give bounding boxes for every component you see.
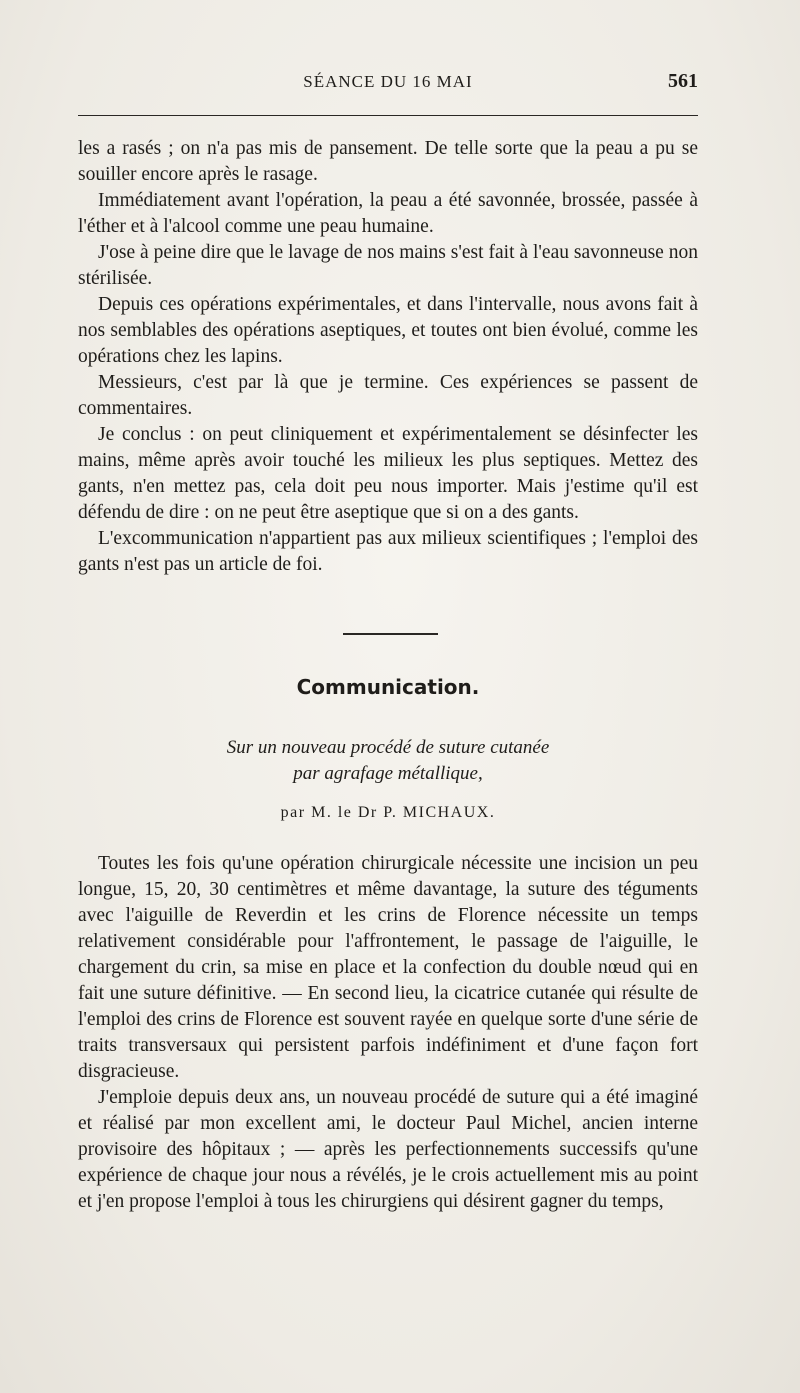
paragraph: Immédiatement avant l'opération, la peau a été savonnée, brossée, passée à l'éther et à l'alcool comme une peau humaine. [78, 190, 698, 237]
page-number: 561 [668, 70, 698, 92]
paragraph: les a rasés ; on n'a pas mis de pansement. De telle sorte que la peau a pu se souiller encore après le rasage. [78, 138, 698, 185]
text-block-communication [78, 851, 698, 1215]
section-title: Communication. [296, 675, 480, 699]
paragraph: J'emploie depuis deux ans, un nouveau procédé de suture qui a été imaginé et réalisé par mon excellent ami, le docteur Paul Michel, ancien interne provisoire des hôpitaux ; — après les perfectionnements successifs qu'une expérience de chaque jour nous a révélés, je le crois actuellement mis au point et j'en propose l'emploi à tous les chirurgiens qui désirent gagner du temps, [78, 1087, 698, 1212]
section-separator [343, 633, 438, 635]
paragraph: Je conclus : on peut cliniquement et expérimentalement se désinfecter les mains, même après avoir touché les milieux les plus septiques. Mettez des gants, n'en mettez pas, cela doit peu nous importer. Mais j'estime qu'il est défendu de dire : on ne peut être aseptique que si on a des gants. [78, 424, 698, 523]
header-rule [78, 115, 698, 116]
paragraph: L'excommunication n'appartient pas aux milieux scientifiques ; l'emploi des gants n'est pas un article de foi. [78, 528, 698, 575]
paragraph: Messieurs, c'est par là que je termine. Ces expériences se passent de commentaires. [78, 372, 698, 419]
paragraph: Depuis ces opérations expérimentales, et dans l'intervalle, nous avons fait à nos semblables des opérations aseptiques, et toutes ont bien évolué, comme les opérations chez les lapins. [78, 294, 698, 367]
paragraph: J'ose à peine dire que le lavage de nos mains s'est fait à l'eau savonneuse non stérilisée. [78, 242, 698, 289]
text-block-discussion [78, 136, 698, 578]
author-byline: par M. le Dr P. MICHAUX. [280, 804, 496, 821]
paragraph: Toutes les fois qu'une opération chirurgicale nécessite une incision un peu longue, 15, 20, 30 centimètres et même davantage, la suture des téguments avec l'aiguille de Reverdin et les crins de Florence nécessite un temps relativement considérable pour l'affrontement, le passage de l'aiguille, le chargement du crin, sa mise en place et la confection du double nœud qui en fait une suture définitive. — En second lieu, la cicatrice cutanée qui résulte de l'emploi des crins de Florence est souvent rayée en quelque sorte d'une série de traits transversaux qui persistent parfois indéfiniment et d'une façon fort disgracieuse. [78, 853, 698, 1082]
running-head: SÉANCE DU 16 MAI [303, 72, 473, 91]
subtitle-line-1: Sur un nouveau procédé de suture cutanée [226, 737, 550, 758]
page-header [78, 68, 698, 98]
subtitle-line-2: par agrafage métallique, [293, 763, 483, 784]
